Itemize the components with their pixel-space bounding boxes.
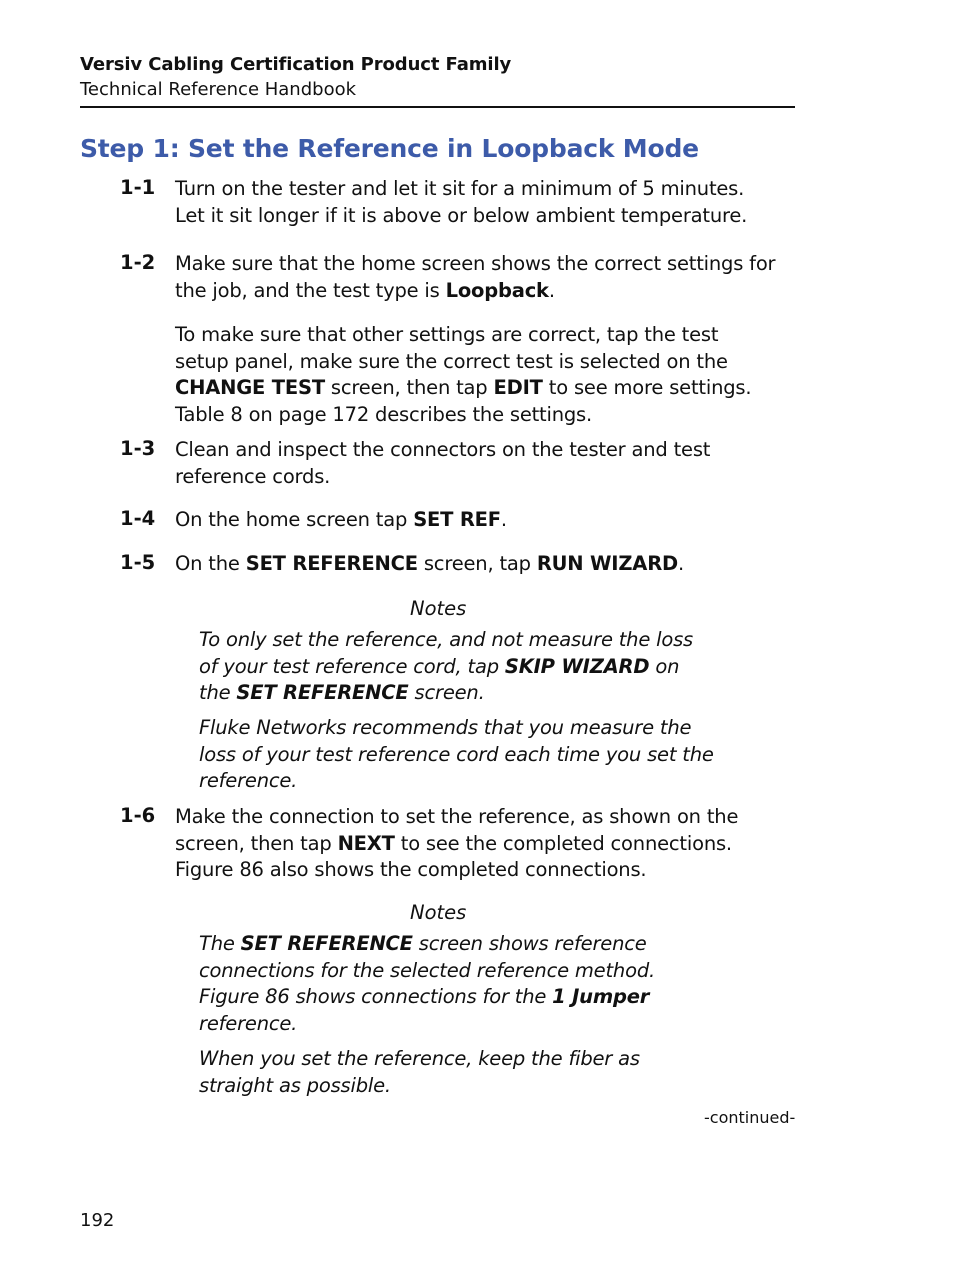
step-number: 1-4 <box>120 507 156 530</box>
header-subtitle: Technical Reference Handbook <box>80 79 357 100</box>
step-heading: Step 1: Set the Reference in Loopback Mode <box>80 134 699 163</box>
step-text: On the SET REFERENCE screen, tap RUN WIZARD. <box>175 552 684 575</box>
notes-label: Notes <box>410 597 467 620</box>
step-text: Make sure that the home screen shows the correct settings for the job, and the test type is Loopback. <box>175 252 776 302</box>
note-text: When you set the reference, keep the fiber as straight as possible. <box>199 1047 640 1097</box>
step-number: 1-3 <box>120 437 156 460</box>
notes-label: Notes <box>410 901 467 924</box>
step-text-line: Turn on the tester and let it sit for a minimum of 5 minutes. <box>175 177 745 200</box>
step-text: Make the connection to set the reference, as shown on the screen, then tap NEXT to see the completed connections. Figure 86 also shows the completed connections. <box>175 805 739 881</box>
running-header <box>80 52 795 108</box>
note-text: The SET REFERENCE screen shows reference connections for the selected reference method. Figure 86 shows connections for the 1 Jumper reference. <box>199 932 655 1035</box>
step-number: 1-2 <box>120 251 156 274</box>
step-text <box>175 176 815 229</box>
step-text: On the home screen tap SET REF. <box>175 508 507 531</box>
note-text: Fluke Networks recommends that you measure the loss of your test reference cord each time you set the reference. <box>199 716 714 792</box>
step-number: 1-5 <box>120 551 156 574</box>
step-text: Clean and inspect the connectors on the tester and test reference cords. <box>175 438 711 488</box>
step-text-line: Let it sit longer if it is above or below ambient temperature. <box>175 203 748 227</box>
step-extra-text: To make sure that other settings are correct, tap the test setup panel, make sure the correct test is selected on the CHANGE TEST screen, then tap EDIT to see more settings. Table 8 on page 172 describes the settings. <box>175 323 752 426</box>
header-title: Versiv Cabling Certification Product Family <box>80 54 512 75</box>
step-number: 1-6 <box>120 804 156 827</box>
continued-label: -continued- <box>704 1108 796 1127</box>
page-number: 192 <box>80 1210 115 1231</box>
step-number: 1-1 <box>120 176 156 199</box>
note-text: To only set the reference, and not measure the loss of your test reference cord, tap SKIP WIZARD on the SET REFERENCE screen. <box>199 628 694 704</box>
